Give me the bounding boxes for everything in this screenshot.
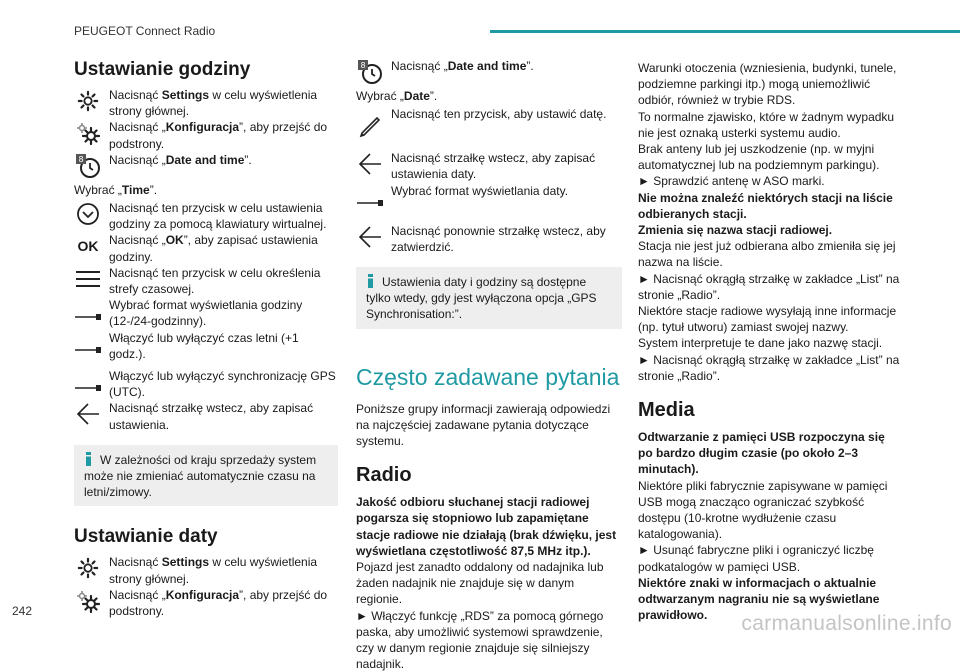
watermark: carmanualsonline.info (741, 612, 952, 635)
column-2 (356, 58, 622, 672)
faq-intro: Poniższe grupy informacji zawierają odpowiedzi na najczęściej zadawane pytania dotyczące systemu. (356, 401, 611, 449)
step-set-date: Nacisnąć ten przycisk, aby ustawić datę. (356, 106, 622, 146)
radio-answer-1: Pojazd jest zanadto oddalony od nadajnika lub żaden nadajnik nie znajduje się w danym regionie. (356, 560, 604, 607)
svg-text:8: 8 (360, 61, 366, 70)
gps-sync-toggle-icon (74, 368, 102, 396)
step-time-format: Wybrać format wyświetlania godziny (12-/24-godzinny). (74, 297, 338, 329)
select-date-instruction: Wybrać „Date”. (356, 89, 438, 103)
radio-paragraph-7: Niektóre stacje radiowe wysyłają inne informacje (np. tytuł utworu) zamiast swojej nazwy. (638, 304, 897, 335)
step-daylight-saving: Włączyć lub wyłączyć czas letni (+1 godz.). (74, 330, 338, 362)
step-save-back: Nacisnąć strzałkę wstecz, aby zapisać ustawienia. (74, 400, 338, 432)
radio-paragraph-6: ► Nacisnąć okrągłą strzałkę w zakładce „List” na stronie „Radio”. (638, 271, 900, 302)
page-header-title: PEUGEOT Connect Radio (74, 24, 216, 38)
settings-gear-icon (74, 554, 102, 582)
column-3 (638, 60, 900, 624)
page-number: 242 (12, 604, 33, 618)
info-icon (84, 452, 94, 466)
date-time-clock-icon (74, 152, 102, 180)
heading-date-settings: Ustawianie daty (74, 526, 218, 548)
radio-paragraph-9: ► Nacisnąć okrągłą strzałkę w zakładce „List” na stronie „Radio”. (638, 352, 900, 383)
radio-answer-1b: ► Włączyć funkcję „RDS” za pomocą górnego paska, aby umożliwić systemowi sprawdzenie, czy w danym regionie znajduje się silniejszy nadajnik. (356, 608, 604, 672)
time-dropdown-circle-icon (74, 200, 102, 228)
radio-question-1: Jakość odbioru słuchanej stacji radiowej pogarsza się stopniowo lub zapamiętane stacje radiowe nie działają (brak dźwięku, jest wyświetlana częstotliwość 87,5 MHz itp.). (356, 495, 617, 558)
settings-gear-icon (74, 87, 102, 115)
step-configuration-date: Nacisnąć „Konfiguracja”, aby przejść do podstrony. (74, 587, 338, 619)
radio-paragraph-8: System interpretuje te dane jako nazwę stacji. (638, 336, 883, 351)
media-question-1: Odtwarzanie z pamięci USB rozpoczyna się po bardzo długim czasie (po około 2–3 minutach). (638, 430, 885, 477)
select-time-instruction: Wybrać „Time”. (74, 182, 158, 197)
daylight-toggle-icon (74, 330, 102, 358)
step-time-zone: Nacisnąć ten przycisk w celu określenia strefy czasowej. (74, 265, 338, 297)
heading-media: Media (638, 399, 695, 422)
step-gps-sync: Włączyć lub wyłączyć synchronizację GPS (UTC). (74, 368, 338, 400)
header-accent-bar (490, 30, 960, 33)
heading-faq: Często zadawane pytania (356, 363, 620, 390)
radio-paragraph-3: Brak anteny lub jej uszkodzenie (np. w myjni automatycznej lub na podziemnym parkingu). (638, 142, 880, 173)
step-date-format: Wybrać format wyświetlania daty. (356, 183, 622, 211)
info-icon (366, 274, 376, 288)
media-question-2: Niektóre znaki w informacjach o aktualnie odtwarzanym nagraniu nie są wyświetlane prawidłowo. (638, 575, 880, 623)
radio-question-2: Nie można znaleźć niektórych stacji na liście odbieranych stacji. (638, 190, 893, 221)
step-date-and-time: 8 Nacisnąć „Date and time”. (74, 152, 338, 180)
info-box-time: W zależności od kraju sprzedaży system może nie zmieniać automatycznie czasu na letni/zimowy. (74, 445, 338, 507)
radio-paragraph-4: ► Sprawdzić antenę w ASO marki. (638, 174, 825, 189)
ok-button-icon: OK (77, 238, 99, 255)
date-time-clock-icon (356, 58, 384, 86)
back-arrow-icon (356, 223, 384, 251)
configuration-gears-icon (74, 587, 102, 615)
info-box-date: Ustawienia daty i godziny są dostępne tylko wtedy, gdy jest wyłączona opcja „GPS Synchronisation:”. (356, 267, 622, 329)
time-zone-list-icon (74, 265, 102, 293)
heading-time-settings: Ustawianie godziny (74, 59, 251, 80)
configuration-gears-icon (74, 119, 102, 147)
back-arrow-icon (74, 400, 102, 428)
step-save-date: Nacisnąć strzałkę wstecz, aby zapisać ustawienia daty. (356, 150, 622, 182)
step-configuration: Nacisnąć „Konfiguracja”, aby przejść do podstrony. (74, 119, 338, 151)
back-arrow-icon (356, 150, 384, 178)
step-confirm: Nacisnąć ponownie strzałkę wstecz, aby zatwierdzić. (356, 223, 622, 255)
step-ok: OK Nacisnąć „OK”, aby zapisać ustawienia godziny. (74, 232, 338, 264)
radio-paragraph-1: Warunki otoczenia (wzniesienia, budynki, tunele, podziemne parkingi itp.) mogą uniemożliwić odbiór, również w trybie RDS. (638, 61, 897, 108)
edit-pencil-icon (356, 106, 384, 146)
column-1 (74, 40, 338, 619)
format-toggle-icon (74, 297, 102, 325)
step-set-time: Nacisnąć ten przycisk w celu ustawienia godziny za pomocą klawiatury wirtualnej. (74, 200, 338, 232)
heading-radio: Radio (356, 464, 412, 487)
format-toggle-icon (356, 183, 384, 211)
step-settings: Nacisnąć Settings w celu wyświetlenia strony głównej. (74, 87, 338, 119)
media-paragraph-2: ► Usunąć fabryczne pliki i ograniczyć liczbę podkatalogów w pamięci USB. (638, 543, 874, 574)
step-settings-date: Nacisnąć Settings w celu wyświetlenia strony głównej. (74, 554, 338, 586)
radio-paragraph-2: To normalne zjawisko, które w żadnym wypadku nie jest oznaką usterki systemu audio. (638, 109, 895, 140)
media-paragraph-1: Niektóre pliki fabrycznie zapisywane w pamięci USB mogą znacząco ograniczać szybkość dostępu (10-krotne wydłużenie czasu katalogowania). (638, 478, 888, 542)
radio-paragraph-5: Stacja nie jest już odbierana albo zmieniła się jej nazwa na liście. (638, 239, 896, 270)
radio-question-3: Zmienia się nazwa stacji radiowej. (638, 223, 833, 238)
step-date-and-time-2: 8 Nacisnąć „Date and time”. (356, 58, 622, 86)
svg-text:8: 8 (78, 154, 84, 164)
